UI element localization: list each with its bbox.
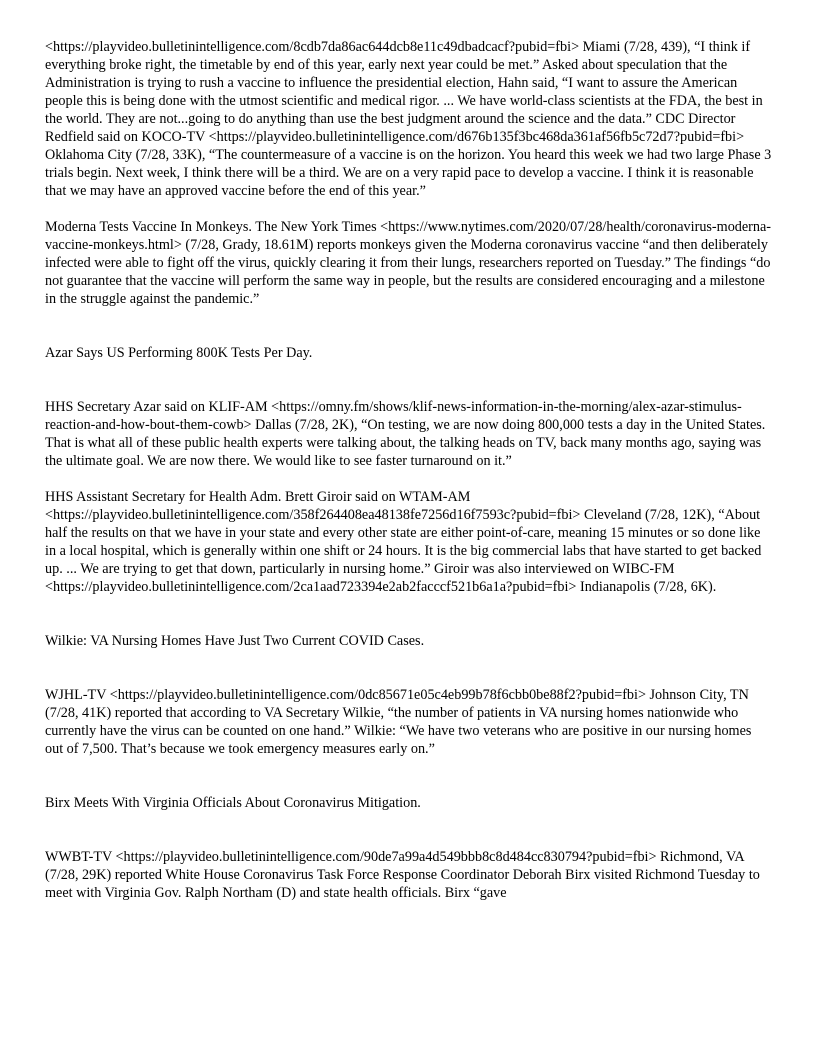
- spacer: [45, 200, 773, 218]
- spacer: [45, 812, 773, 848]
- spacer: [45, 308, 773, 344]
- paragraph-moderna-monkeys: Moderna Tests Vaccine In Monkeys. The New York Times <https://www.nytimes.com/2020/07/28/health/coronavirus-moderna-vaccine-monkeys.html> (7/28, Grady, 18.61M) reports monkeys given the Moderna coronavirus vaccine “and then deliberately infected were able to fight off the virus, quickly clearing it from their lungs, researchers reported on Tuesday.” The findings “do not guarantee that the vaccine will perform the same way in people, but the results are considered encouraging and a milestone in the struggle against the pandemic.”: [45, 219, 772, 307]
- paragraph-birx-wwbt: WWBT-TV <https://playvideo.bulletinintelligence.com/90de7a99a4d549bbb8c8d484cc830794?pubid=fbi> Richmond, VA (7/28, 29K) reported White House Coronavirus Task Force Response Coordinator Deborah Birx visited Richmond Tuesday to meet with Virginia Gov. Ralph Northam (D) and state health officials. Birx “gave: [45, 849, 760, 901]
- spacer: [45, 650, 773, 686]
- paragraph-azar-klif: HHS Secretary Azar said on KLIF-AM <https://omny.fm/shows/klif-news-information-in-the-morning/alex-azar-stimulus-reaction-and-how-bout-them-cowb> Dallas (7/28, 2K), “On testing, we are now doing 800,000 tests a day in the United States. That is what all of these public health experts were talking about, the talking heads on TV, back many months ago, saying was the ultimate goal. We are now there. We would like to see faster turnaround on it.”: [45, 399, 766, 469]
- headline-azar-tests: Azar Says US Performing 800K Tests Per Day.: [45, 345, 313, 361]
- headline-wilkie-va: Wilkie: VA Nursing Homes Have Just Two Current COVID Cases.: [45, 633, 425, 649]
- spacer: [45, 758, 773, 794]
- document-page: [45, 38, 773, 902]
- spacer: [45, 362, 773, 398]
- paragraph-hahn-redfield-vaccine: <https://playvideo.bulletinintelligence.com/8cdb7da86ac644dcb8e11c49dbadcacf?pubid=fbi> Miami (7/28, 439), “I think if everything broke right, the timetable by end of this year, early next year could be met.” Asked about speculation that the Administration is trying to rush a vaccine to influence the presidential election, Hahn said, “I want to assure the American people this is being done with the utmost scientific and medical rigor. ... We have world-class scientists at the FDA, the best in the world. They are not...going to do anything than use the best judgment around the science and the data.” CDC Director Redfield said on KOCO-TV <https://playvideo.bulletinintelligence.com/d676b135f3bc468da361af56fb5c72d7?pubid=fbi> Oklahoma City (7/28, 33K), “The countermeasure of a vaccine is on the horizon. You heard this week we had two large Phase 3 trials begin. Next week, I think there will be a third. We are on a very rapid pace to develop a vaccine. I think it is reasonable that we may have an approved vaccine before the end of this year.”: [45, 39, 772, 199]
- headline-birx-virginia: Birx Meets With Virginia Officials About Coronavirus Mitigation.: [45, 795, 421, 811]
- spacer: [45, 596, 773, 632]
- paragraph-giroir-wtam: HHS Assistant Secretary for Health Adm. Brett Giroir said on WTAM-AM <https://playvideo.bulletinintelligence.com/358f264408ea48138fe7256d16f7593c?pubid=fbi> Cleveland (7/28, 12K), “About half the results on that we have in your state and every other state are either point-of-care, meaning 15 minutes or so done like in a local hospital, which is generally within one shift or 24 hours. It is the big commercial labs that have started to get backed up. ... We are trying to get that down, particularly in nursing home.” Giroir was also interviewed on WIBC-FM <https://playvideo.bulletinintelligence.com/2ca1aad723394e2ab2facccf521b6a1a?pubid=fbi> Indianapolis (7/28, 6K).: [45, 489, 762, 595]
- spacer: [45, 470, 773, 488]
- paragraph-wilkie-wjhl: WJHL-TV <https://playvideo.bulletinintelligence.com/0dc85671e05c4eb99b78f6cbb0be88f2?pubid=fbi> Johnson City, TN (7/28, 41K) reported that according to VA Secretary Wilkie, “the number of patients in VA nursing homes nationwide who currently have the virus can be counted on one hand.” Wilkie: “We have two veterans who are positive in our nursing homes out of 7,500. That’s because we took emergency measures early on.”: [45, 687, 752, 757]
